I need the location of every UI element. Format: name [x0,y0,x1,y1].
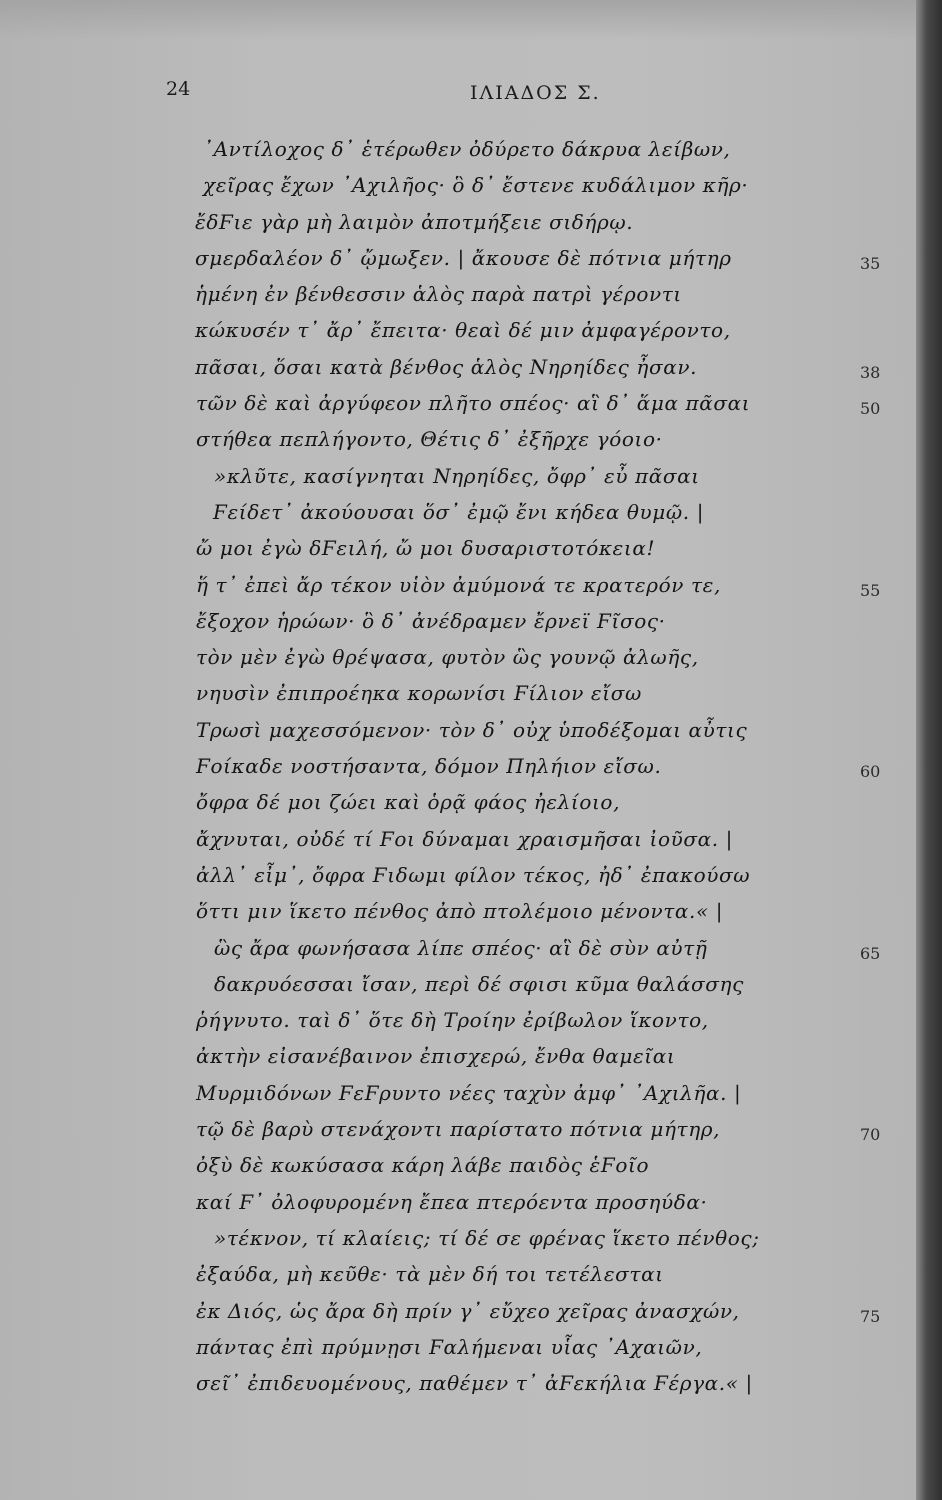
verse-line [0,318,916,354]
verse-line [0,1335,916,1371]
running-title: ΙΛΙΑΔΟΣ Σ. [470,82,601,104]
verse-line [0,1153,916,1189]
verse-text: σεῖ᾿ ἐπιδευομένους, παθέμεν τ᾿ ἀϜεκήλια Ϝέργα.« | [196,1371,753,1396]
verse-text: Ϝοίκαδε νοστήσαντα, δόμον Πηλήιον εἴσω. [196,754,662,779]
verse-line [0,500,916,536]
verse-text: καί Ϝ᾿ ὀλοφυρομένη ἔπεα πτερόεντα προσηύδα· [196,1189,708,1214]
verse-text: ὄφρα δέ μοι ζώει καὶ ὁρᾷ φάος ἠελίοιο, [196,790,621,815]
verse-text: ἔδϜιε γὰρ μὴ λαιμὸν ἀποτμήξειε σιδήρῳ. [195,209,634,234]
line-number: 38 [860,362,881,382]
verse-line [0,827,916,863]
verse-line [0,754,916,790]
verse-text: πάντας ἐπὶ πρύμνῃσι Ϝαλήμεναι υἷας ᾿Αχαιῶν, [196,1334,703,1359]
page-edge [916,0,942,1500]
verse-line [0,790,916,826]
verse-text: ἡμένη ἐν βένθεσσιν ἁλὸς παρὰ πατρὶ γέροντι [195,282,682,307]
verse-line [0,1044,916,1080]
verse-text: ὣς ἄρα φωνήσασα λίπε σπέος· αἳ δὲ σὺν αὐτῇ [214,935,708,960]
verse-line [0,427,916,463]
verse-line [0,246,916,282]
verse-line [0,972,916,1008]
verse-line [0,1226,916,1262]
line-number: 75 [860,1306,881,1326]
verse-line [0,536,916,572]
verse-line [0,645,916,681]
verse-line [0,1117,916,1153]
verse-line [0,899,916,935]
verse-line [0,1008,916,1044]
running-header [0,78,916,108]
verse-line [0,137,916,173]
verse-text: ὅττι μιν ἵκετο πένθος ἀπὸ πτολέμοιο μένοντα.« | [196,899,724,924]
verse-text: τὸν μὲν ἐγὼ θρέψασα, φυτὸν ὣς γουνῷ ἀλωῆς, [196,645,699,670]
line-number: 70 [860,1125,881,1145]
verse-text: Μυρμιδόνων ϜεϜρυντο νέες ταχὺν ἀμφ᾿ ᾿Αχιλῆα. | [196,1080,742,1105]
verse-text: ἐκ Διός, ὡς ἄρα δὴ πρίν γ᾿ εὔχεο χεῖρας ἀνασχών, [196,1298,740,1323]
verse-text: ἄχνυται, οὐδέ τί Ϝοι δύναμαι χραισμῆσαι ἰοῦσα. | [196,826,734,851]
verse-text: στήθεα πεπλήγοντο, Θέτις δ᾿ ἐξῆρχε γόοιο· [196,427,663,452]
verse-line [0,681,916,717]
line-number: 35 [860,253,881,273]
verse-text: »τέκνον, τί κλαίεις; τί δέ σε φρένας ἵκετο πένθος; [214,1225,760,1250]
verse-text: ὤ μοι ἐγὼ δϜειλή, ὤ μοι δυσαριστοτόκεια! [196,536,656,561]
verse-line [0,573,916,609]
verse-text: ῥήγνυτο. ταὶ δ᾿ ὅτε δὴ Τροίην ἐρίβωλον ἵκοντο, [196,1008,709,1033]
verse-line [0,1299,916,1335]
verse-line [0,863,916,899]
verse-text: ἀλλ᾿ εἶμ᾿, ὄφρα Ϝιδωμι φίλον τέκος, ἠδ᾿ ἐπακούσω [196,862,751,887]
verse-line [0,282,916,318]
verse-line [0,718,916,754]
verse-block [0,137,916,1407]
verse-text: νηυσὶν ἐπιπροέηκα κορωνίσι Ϝίλιον εἴσω [196,681,642,706]
verse-text: ὀξὺ δὲ κωκύσασα κάρη λάβε παιδὸς ἑϜοῖο [196,1153,650,1178]
verse-line [0,1371,916,1407]
line-number: 60 [860,762,881,782]
page-number: 24 [166,78,191,100]
verse-text: ἔξοχον ἡρώων· ὃ δ᾿ ἀνέδραμεν ἔρνεϊ Ϝῖσος· [196,608,666,633]
verse-line [0,609,916,645]
verse-line [0,1081,916,1117]
verse-line [0,391,916,427]
line-number: 55 [860,580,881,600]
verse-line [0,173,916,209]
verse-text: Τρωσὶ μαχεσσόμενον· τὸν δ᾿ οὐχ ὑποδέξομαι αὖτις [196,717,748,742]
verse-text: τῷ δὲ βαρὺ στενάχοντι παρίστατο πότνια μήτηρ, [196,1117,721,1142]
line-number: 50 [860,399,881,419]
verse-text: »κλῦτε, κασίγνηται Νηρηίδες, ὄφρ᾿ εὖ πᾶσαι [214,463,700,488]
verse-text: κώκυσέν τ᾿ ἄρ᾿ ἔπειτα· θεαὶ δέ μιν ἀμφαγέροντο, [195,318,731,343]
verse-text: σμερδαλέον δ᾿ ᾤμωξεν. | ἄκουσε δὲ πότνια μήτηρ [195,245,732,270]
verse-line [0,210,916,246]
verse-line [0,936,916,972]
verse-text: χεῖρας ἔχων ᾿Αχιλῆος· ὃ δ᾿ ἔστενε κυδάλιμον κῆρ· [203,173,749,198]
verse-text: ἐξαύδα, μὴ κεῦθε· τὰ μὲν δή τοι τετέλεσται [196,1262,664,1287]
verse-text: ἀκτὴν εἰσανέβαινον ἐπισχερώ, ἔνθα θαμεῖαι [196,1044,676,1069]
verse-text: δακρυόεσσαι ἴσαν, περὶ δέ σφισι κῦμα θαλάσσης [214,971,744,996]
verse-text: Ϝείδετ᾿ ἀκούουσαι ὅσ᾿ ἐμῷ ἔνι κήδεα θυμῷ. | [213,499,705,524]
verse-line [0,1190,916,1226]
verse-text: ᾿Αντίλοχος δ᾿ ἑτέρωθεν ὀδύρετο δάκρυα λείβων, [203,137,731,161]
verse-text: ἥ τ᾿ ἐπεὶ ἄρ τέκον υἱὸν ἀμύμονά τε κρατερόν τε, [196,572,721,597]
page-top-shadow [0,0,916,40]
verse-line [0,464,916,500]
verse-line [0,355,916,391]
verse-line [0,1262,916,1298]
verse-text: τῶν δὲ καὶ ἀργύφεον πλῆτο σπέος· αἳ δ᾿ ἅμα πᾶσαι [196,391,751,416]
verse-text: πᾶσαι, ὅσαι κατὰ βένθος ἁλὸς Νηρηίδες ἦσαν. [195,354,698,379]
line-number: 65 [860,943,881,963]
